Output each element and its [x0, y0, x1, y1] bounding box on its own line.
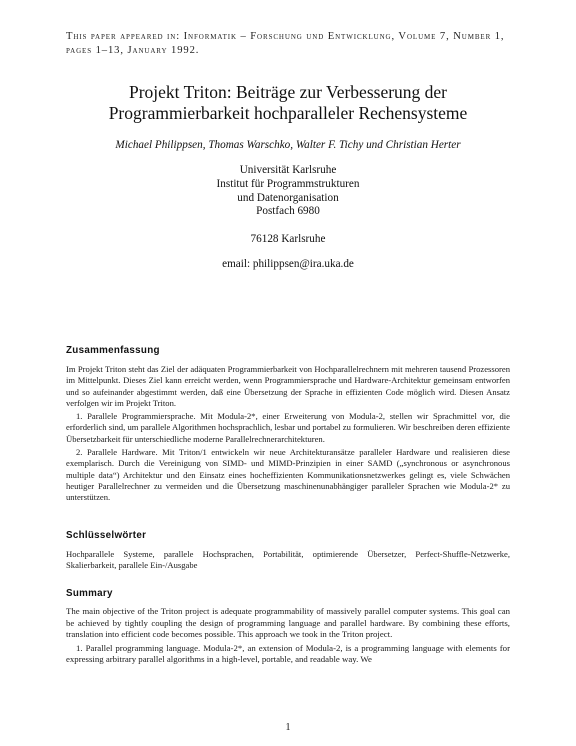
- keywords-text: Hochparallele Systeme, parallele Hochsprachen, Portabilität, optimierende Übersetzer, Perfect-Shuffle-Netzwerke, Skalierbarkeit, parallele Ein-/Ausgabe: [66, 549, 510, 571]
- paper-title-line-1: Projekt Triton: Beiträge zur Verbesserung der: [128, 82, 448, 102]
- page-number: 1: [285, 722, 291, 733]
- abstract-english-paragraph-2: 1. Parallel programming language. Modula-2*, an extension of Modula-2, is a programming language with elements for expressing arbitrary parallel algorithms in a high-level, portable, and readable way. We: [66, 642, 510, 665]
- author-list: Michael Philippsen, Thomas Warschko, Walter F. Tichy und Christian Herter: [115, 139, 461, 151]
- heading-summary: Summary: [66, 588, 113, 599]
- affiliation-line-3: und Datenorganisation: [237, 191, 339, 204]
- abstract-german-paragraph-2: 1. Parallele Programmiersprache. Mit Modula-2*, einer Erweiterung von Modula-2, stellen wir Sprachmittel vor, die erforderlich sind, um parallele Algorithmen hochsprachlich, lesbar und portabel zu formulieren. Wir beschreiben deren effiziente Übersetzbarkeit für unterschiedliche moderne Parallelrechnerarchitekturen.: [66, 411, 510, 444]
- postal-city: 76128 Karlsruhe: [250, 233, 326, 245]
- abstract-german: [66, 364, 510, 506]
- paper-title-line-2: Programmierbarkeit hochparalleler Rechensysteme: [108, 103, 468, 123]
- heading-schluesselwoerter: Schlüsselwörter: [66, 530, 147, 541]
- keywords-german: [66, 549, 510, 574]
- affiliation-line-4: Postfach 6980: [256, 205, 320, 218]
- paper-title: [40, 82, 536, 124]
- contact-email: email: philippsen@ira.uka.de: [222, 258, 354, 270]
- abstract-english-paragraph-1: The main objective of the Triton project is adequate programmability of massively parallel computer systems. This goal can be achieved by tightly coupling the design of programming language and parallel hardware. By combining these efforts, translation into efficient code becomes possible. This approach we took in the Triton project.: [66, 606, 510, 640]
- affiliation-line-1: Universität Karlsruhe: [239, 164, 337, 176]
- abstract-german-paragraph-1: Im Projekt Triton steht das Ziel der adäquaten Programmierbarkeit von Hochparallelrechnern mit mehreren tausend Prozessoren im Mittelpunkt. Dieses Ziel kann erreicht werden, wenn Programmiersprache und Hardware-Architektur gemeinsam entworfen und so aufeinander abgestimmt werden, daß eine Übersetzung der Sprache in effizienten Code möglich wird. Diesen Ansatz verfolgen wir im Projekt Triton.: [66, 364, 510, 408]
- abstract-english: [66, 606, 510, 668]
- heading-zusammenfassung: Zusammenfassung: [66, 345, 160, 356]
- affiliation-line-2: Institut für Programmstrukturen: [216, 177, 360, 190]
- publication-note: This paper appeared in: Informatik – Forschung und Entwicklung, Volume 7, Number 1, pages 1–13, January 1992.: [66, 31, 505, 56]
- affiliation: [40, 164, 536, 219]
- abstract-german-paragraph-3: 2. Parallele Hardware. Mit Triton/1 entwickeln wir neue Architekturansätze paralleler Hardware und realisieren diese exemplarisch. Durch die Vereinigung von SIMD- und MIMD-Prinzipien in einer SAMD („synchronous or asynchronous multiple data“) Architektur und den Einsatz eines hocheffizienten Kommunikationsnetzwerkes gelingt es, viele Schwächen heutiger Parallelrechner zu vermeiden und die Übersetzung maschinenunabhängiger paralleler Sprachen wie Modula-2* zu unterstützen.: [66, 447, 510, 503]
